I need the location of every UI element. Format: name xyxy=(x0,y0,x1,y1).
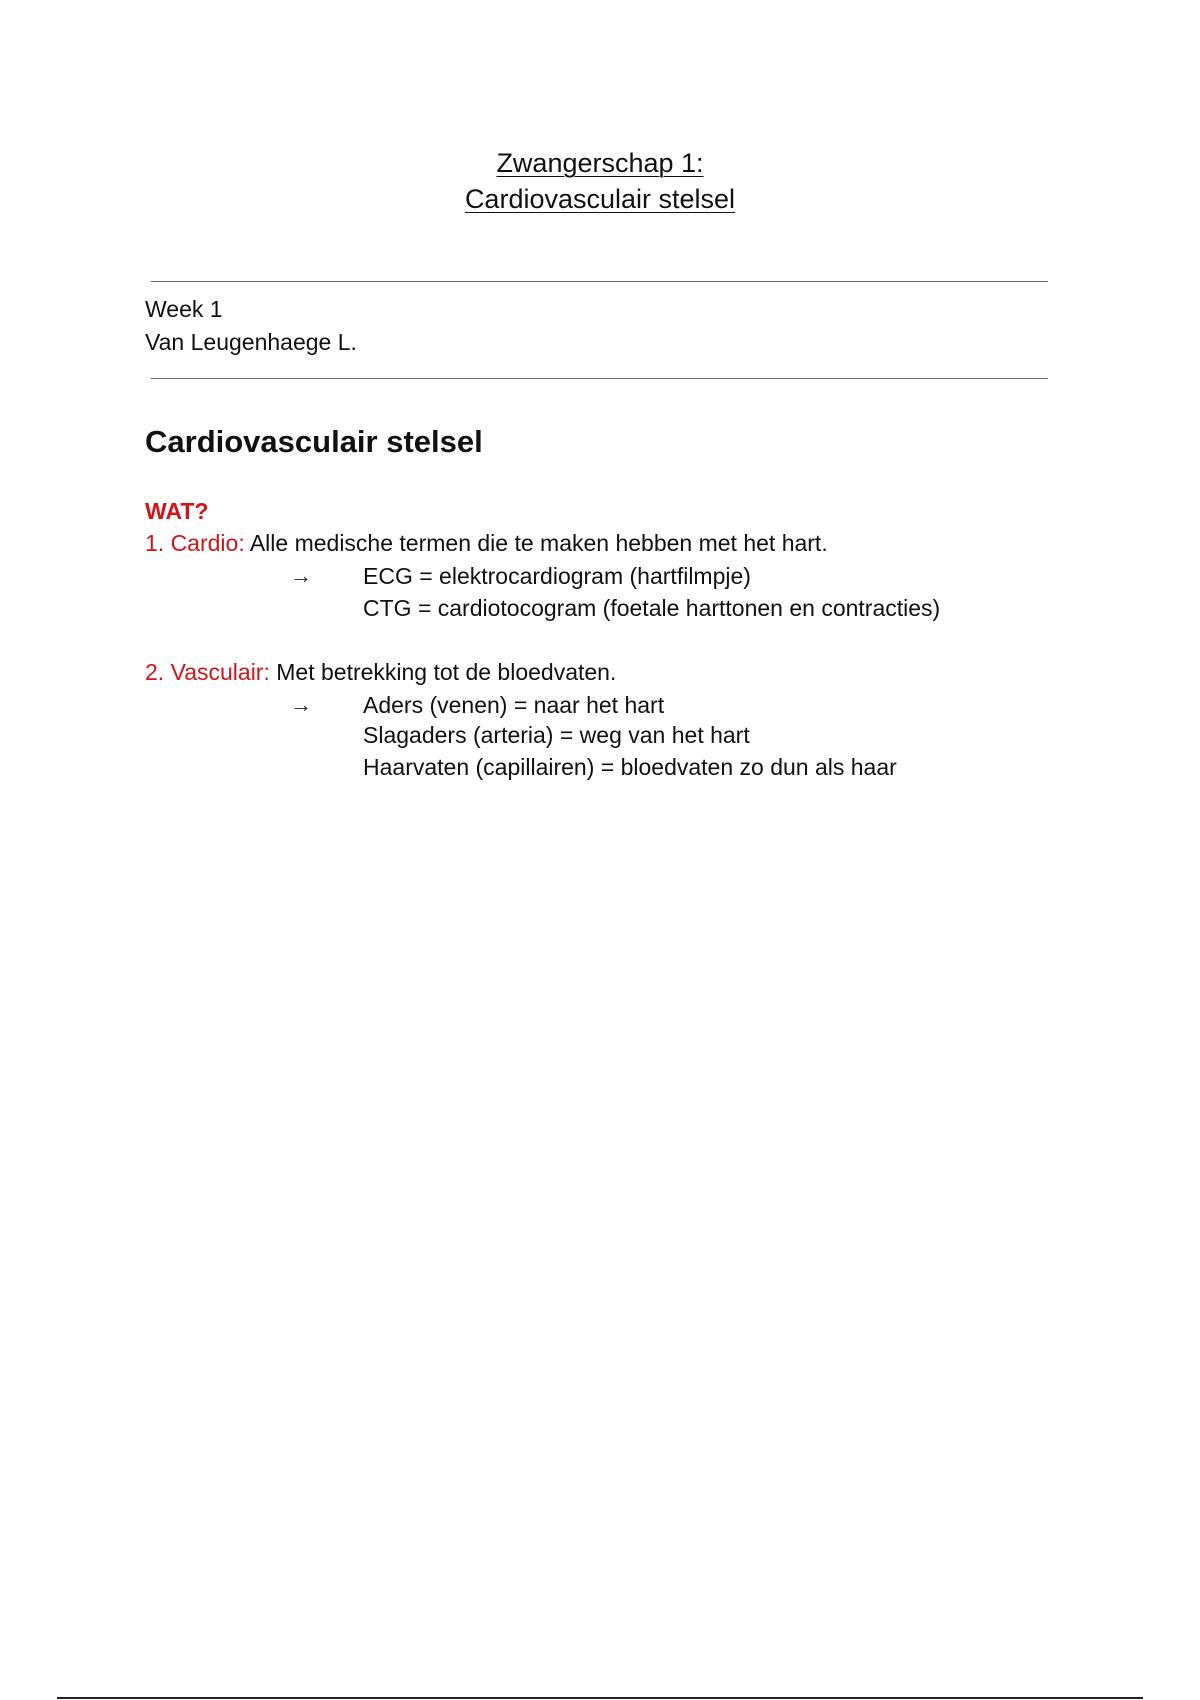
question-heading: WAT? xyxy=(145,498,209,524)
term-cardio: 1. Cardio: xyxy=(145,530,245,556)
term-vasculair: 2. Vasculair: xyxy=(145,659,270,685)
example-haarvaten: Haarvaten (capillairen) = bloedvaten zo dun als haar xyxy=(363,754,897,780)
example-slagaders: Slagaders (arteria) = weg van het hart xyxy=(363,722,750,748)
definition-vasculair-text: Met betrekking tot de bloedvaten. xyxy=(269,659,617,685)
definition-cardio xyxy=(145,528,828,558)
page-bottom-rule xyxy=(57,1697,1143,1699)
example-ctg: CTG = cardiotocogram (foetale harttonen en contracties) xyxy=(363,595,941,621)
divider-bottom xyxy=(151,378,1048,379)
arrow-right-icon: → xyxy=(290,692,312,717)
divider-top xyxy=(151,281,1048,282)
document-title-line-1: Zwangerschap 1: xyxy=(496,148,704,178)
document-title-line-2: Cardiovasculair stelsel xyxy=(464,184,736,214)
definition-cardio-text: Alle medische termen die te maken hebben met het hart. xyxy=(244,530,828,556)
definition-vasculair xyxy=(145,657,616,687)
example-ecg: ECG = elektrocardiogram (hartfilmpje) xyxy=(363,563,751,589)
week-label: Week 1 xyxy=(145,296,223,322)
section-heading: Cardiovasculair stelsel xyxy=(145,424,483,459)
example-aders: Aders (venen) = naar het hart xyxy=(363,692,665,718)
author-label: Van Leugenhaege L. xyxy=(145,329,357,355)
arrow-right-icon: → xyxy=(290,563,312,588)
